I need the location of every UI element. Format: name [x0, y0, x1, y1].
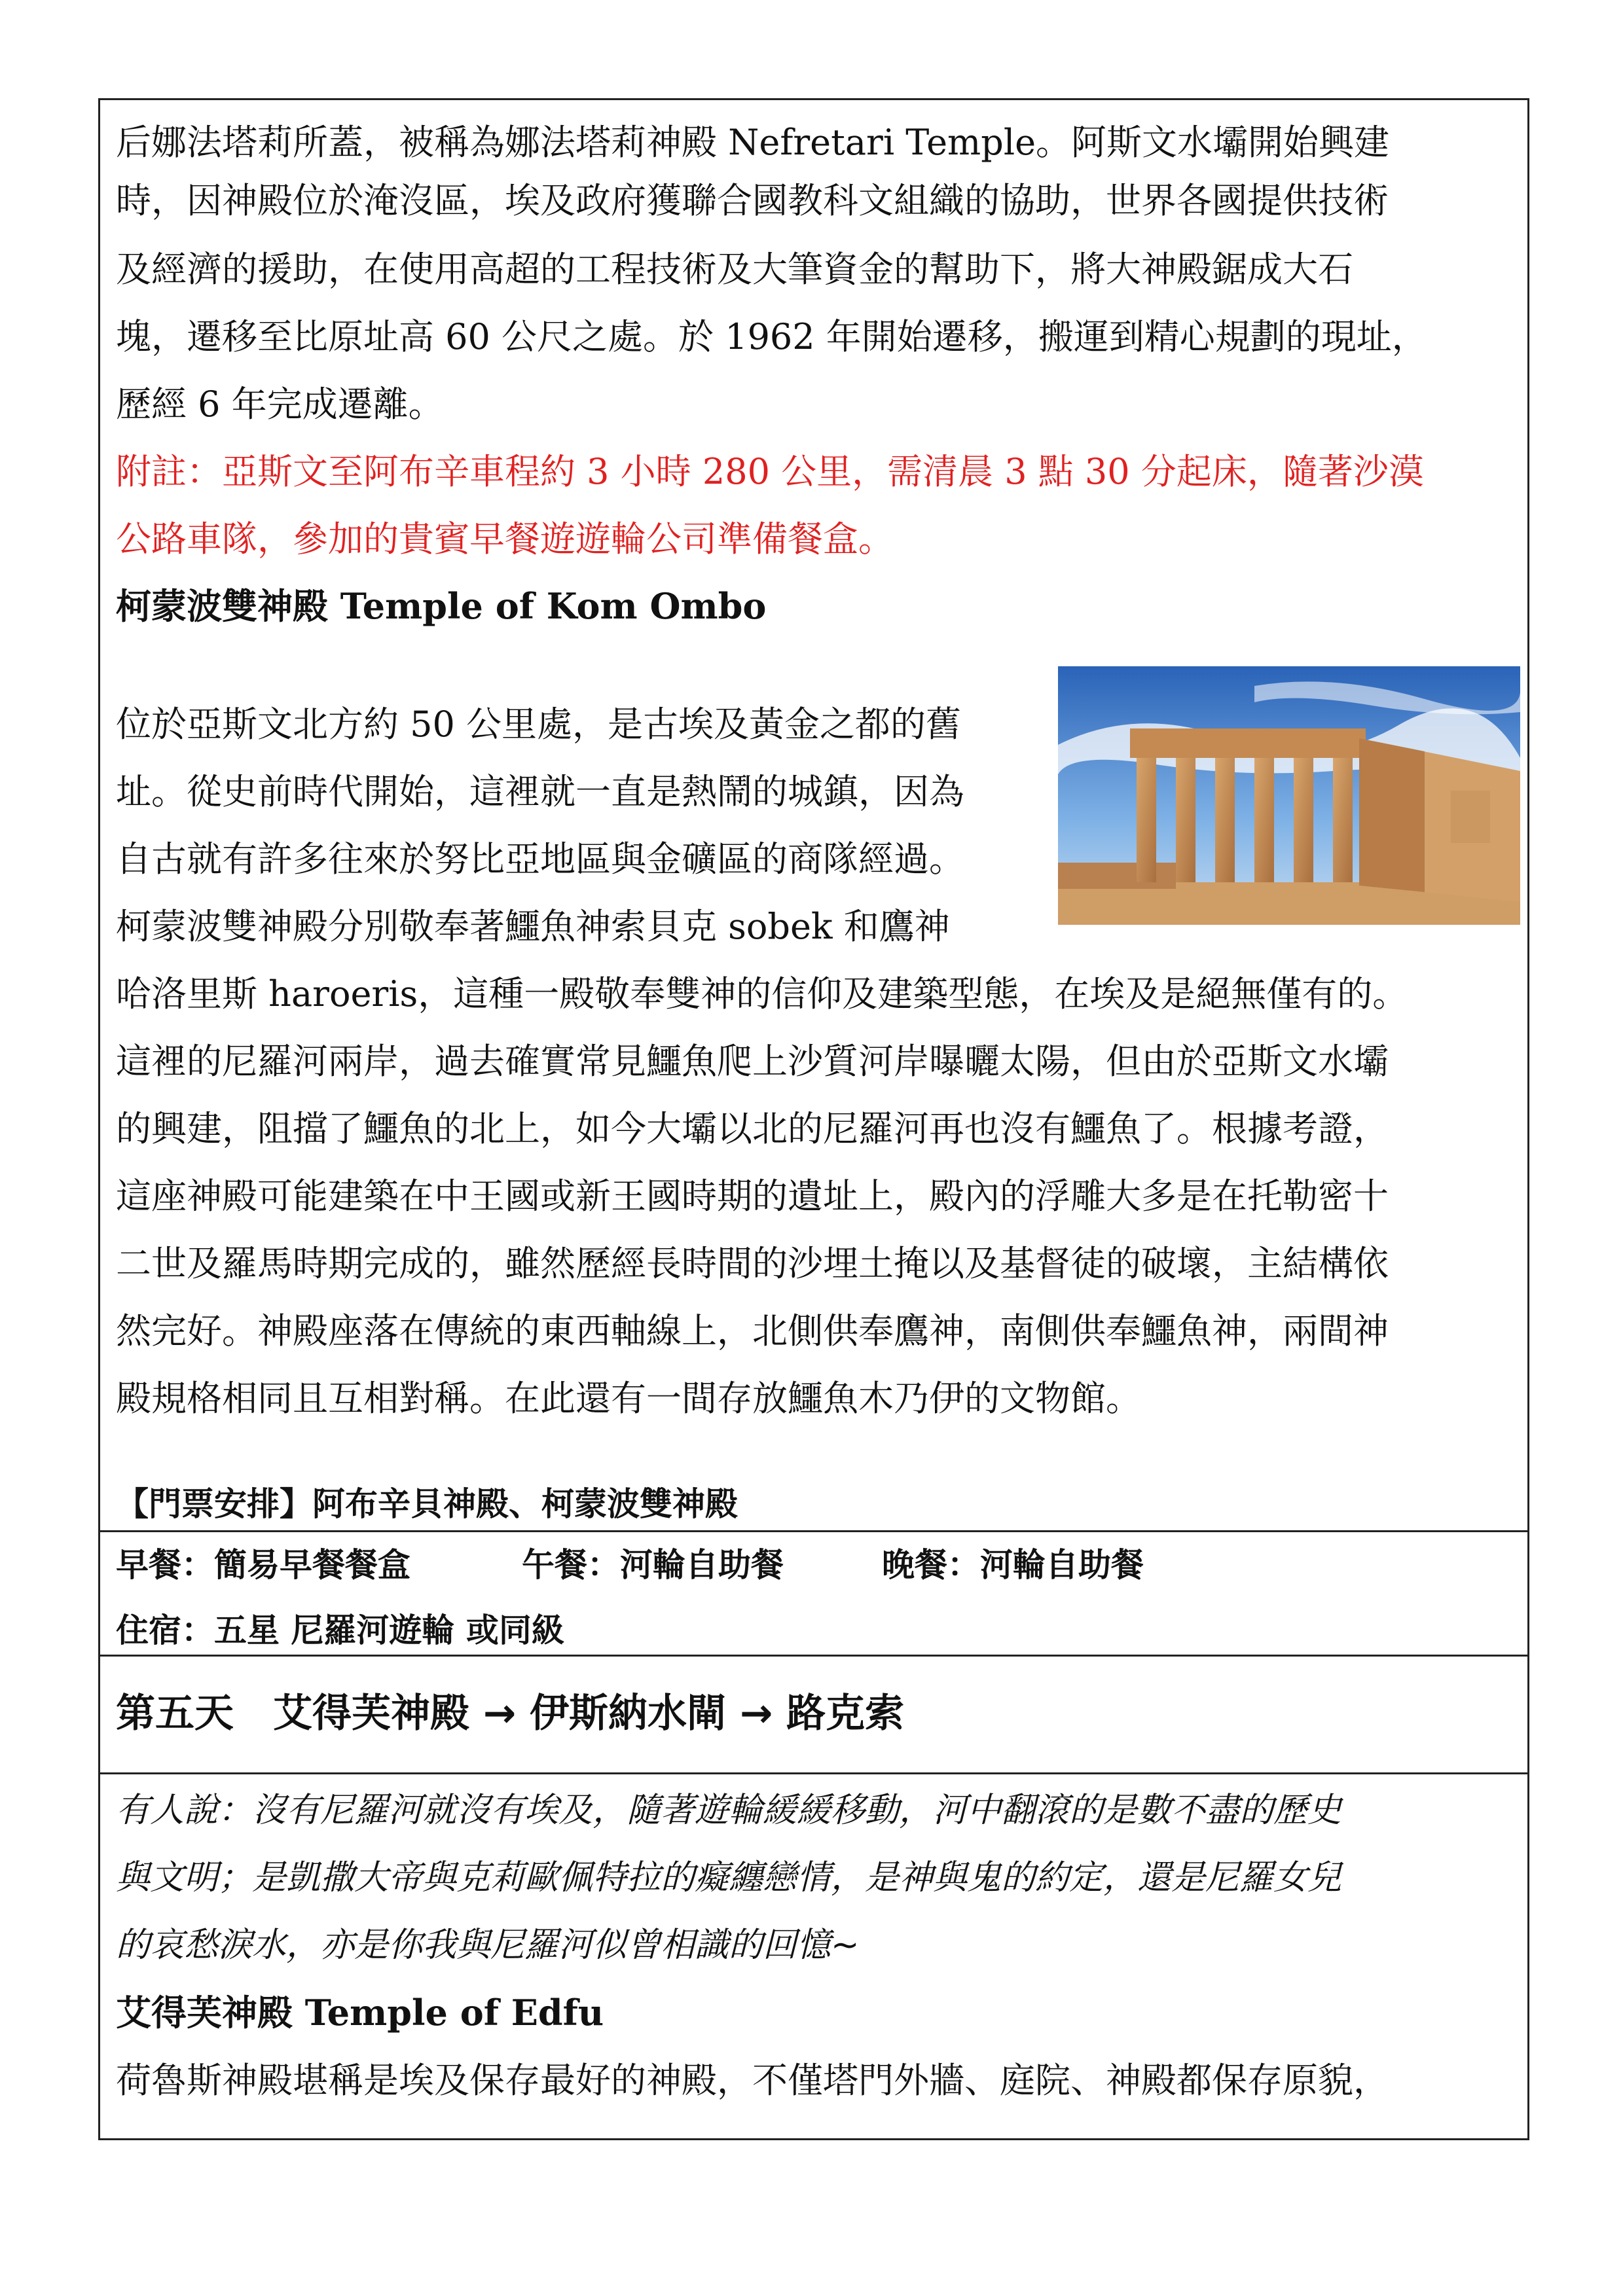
quote-line: 與文明；是凱撒大帝與克莉歐佩特拉的癡纏戀情，是神與鬼的約定，還是尼羅女兒	[116, 1858, 1342, 1897]
divider	[100, 1772, 1527, 1774]
text-line: 然完好。神殿座落在傳統的東西軸線上，北側供奉鷹神，南側供奉鱷魚神，兩間神	[116, 1310, 1389, 1352]
tickets-section	[100, 1471, 1527, 1537]
day5-title: 第五天 艾得芙神殿 → 伊斯納水閘 → 路克索	[116, 1691, 905, 1736]
dinner-label: 晚餐：河輪自助餐	[882, 1546, 1144, 1584]
quote-line: 的哀愁淚水，亦是你我與尼羅河似曾相識的回憶~	[116, 1926, 860, 1965]
text-line: 的興建，阻擋了鱷魚的北上，如今大壩以北的尼羅河再也沒有鱷魚了。根據考證，	[116, 1108, 1389, 1149]
quote-line: 有人說：沒有尼羅河就沒有埃及，隨著遊輪緩緩移動，河中翻滾的是數不盡的歷史	[116, 1791, 1342, 1830]
text-line: 哈洛里斯 haroeris，這種一殿敬奉雙神的信仰及建築型態，在埃及是絕無僅有的。	[116, 973, 1408, 1014]
text-line: 位於亞斯文北方約 50 公里處，是古埃及黃金之都的舊	[116, 704, 962, 745]
day5-header	[100, 1657, 1527, 1771]
text-line: 這裡的尼羅河兩岸，過去確實常見鱷魚爬上沙質河岸曝曬太陽，但由於亞斯文水壩	[116, 1041, 1389, 1082]
meals-line	[116, 1532, 1512, 1598]
itinerary-frame	[98, 98, 1529, 2140]
text-line: 荷魯斯神殿堪稱是埃及保存最好的神殿，不僅塔門外牆、庭院、神殿都保存原貌，	[116, 2060, 1389, 2101]
meals-section	[100, 1532, 1527, 1663]
abu-simbel-paragraph	[100, 100, 1527, 640]
note-line: 公路車隊，參加的貴賓早餐遊遊輪公司準備餐盒。	[116, 518, 894, 560]
kom-ombo-title: 柯蒙波雙神殿 Temple of Kom Ombo	[116, 585, 767, 627]
text-line: 柯蒙波雙神殿分別敬奉著鱷魚神索貝克 sobek 和鷹神	[116, 906, 950, 947]
lodging-text: 住宿：五星 尼羅河遊輪 或同級	[116, 1611, 564, 1649]
lunch-label: 午餐：河輪自助餐	[522, 1546, 784, 1584]
text-line: 這座神殿可能建築在中王國或新王國時期的遺址上，殿內的浮雕大多是在托勒密十	[116, 1175, 1389, 1217]
text-line: 址。從史前時代開始，這裡就一直是熱鬧的城鎮，因為	[116, 771, 964, 812]
tickets-text: 【門票安排】阿布辛貝神殿、柯蒙波雙神殿	[116, 1485, 738, 1523]
text-line: 二世及羅馬時期完成的，雖然歷經長時間的沙埋土掩以及基督徒的破壞，主結構依	[116, 1243, 1389, 1284]
kom-ombo-temple-photo	[1058, 666, 1520, 925]
text-line: 時，因神殿位於淹沒區，埃及政府獲聯合國教科文組織的協助，世界各國提供技術	[116, 180, 1389, 221]
text-line: 及經濟的援助，在使用高超的工程技術及大筆資金的幫助下，將大神殿鋸成大石	[116, 249, 1353, 290]
breakfast-label: 早餐：簡易早餐餐盒	[116, 1546, 410, 1584]
day5-body	[100, 1777, 1527, 2114]
text-line: 后娜法塔莉所蓋，被稱為娜法塔莉神殿 Nefretari Temple。阿斯文水壩開始興建	[116, 122, 1390, 163]
text-line: 自古就有許多往來於努比亞地區與金礦區的商隊經過。	[116, 838, 964, 880]
edfu-title: 艾得芙神殿 Temple of Edfu	[116, 1992, 604, 2034]
text-line: 歷經 6 年完成遷離。	[116, 384, 444, 425]
text-line: 塊，遷移至比原址高 60 公尺之處。於 1962 年開始遷移，搬運到精心規劃的現址，	[116, 316, 1427, 357]
text-line: 殿規格相同且互相對稱。在此還有一間存放鱷魚木乃伊的文物館。	[116, 1378, 1141, 1419]
note-line: 附註：亞斯文至阿布辛車程約 3 小時 280 公里，需清晨 3 點 30 分起床，隨著沙漠	[116, 451, 1424, 492]
